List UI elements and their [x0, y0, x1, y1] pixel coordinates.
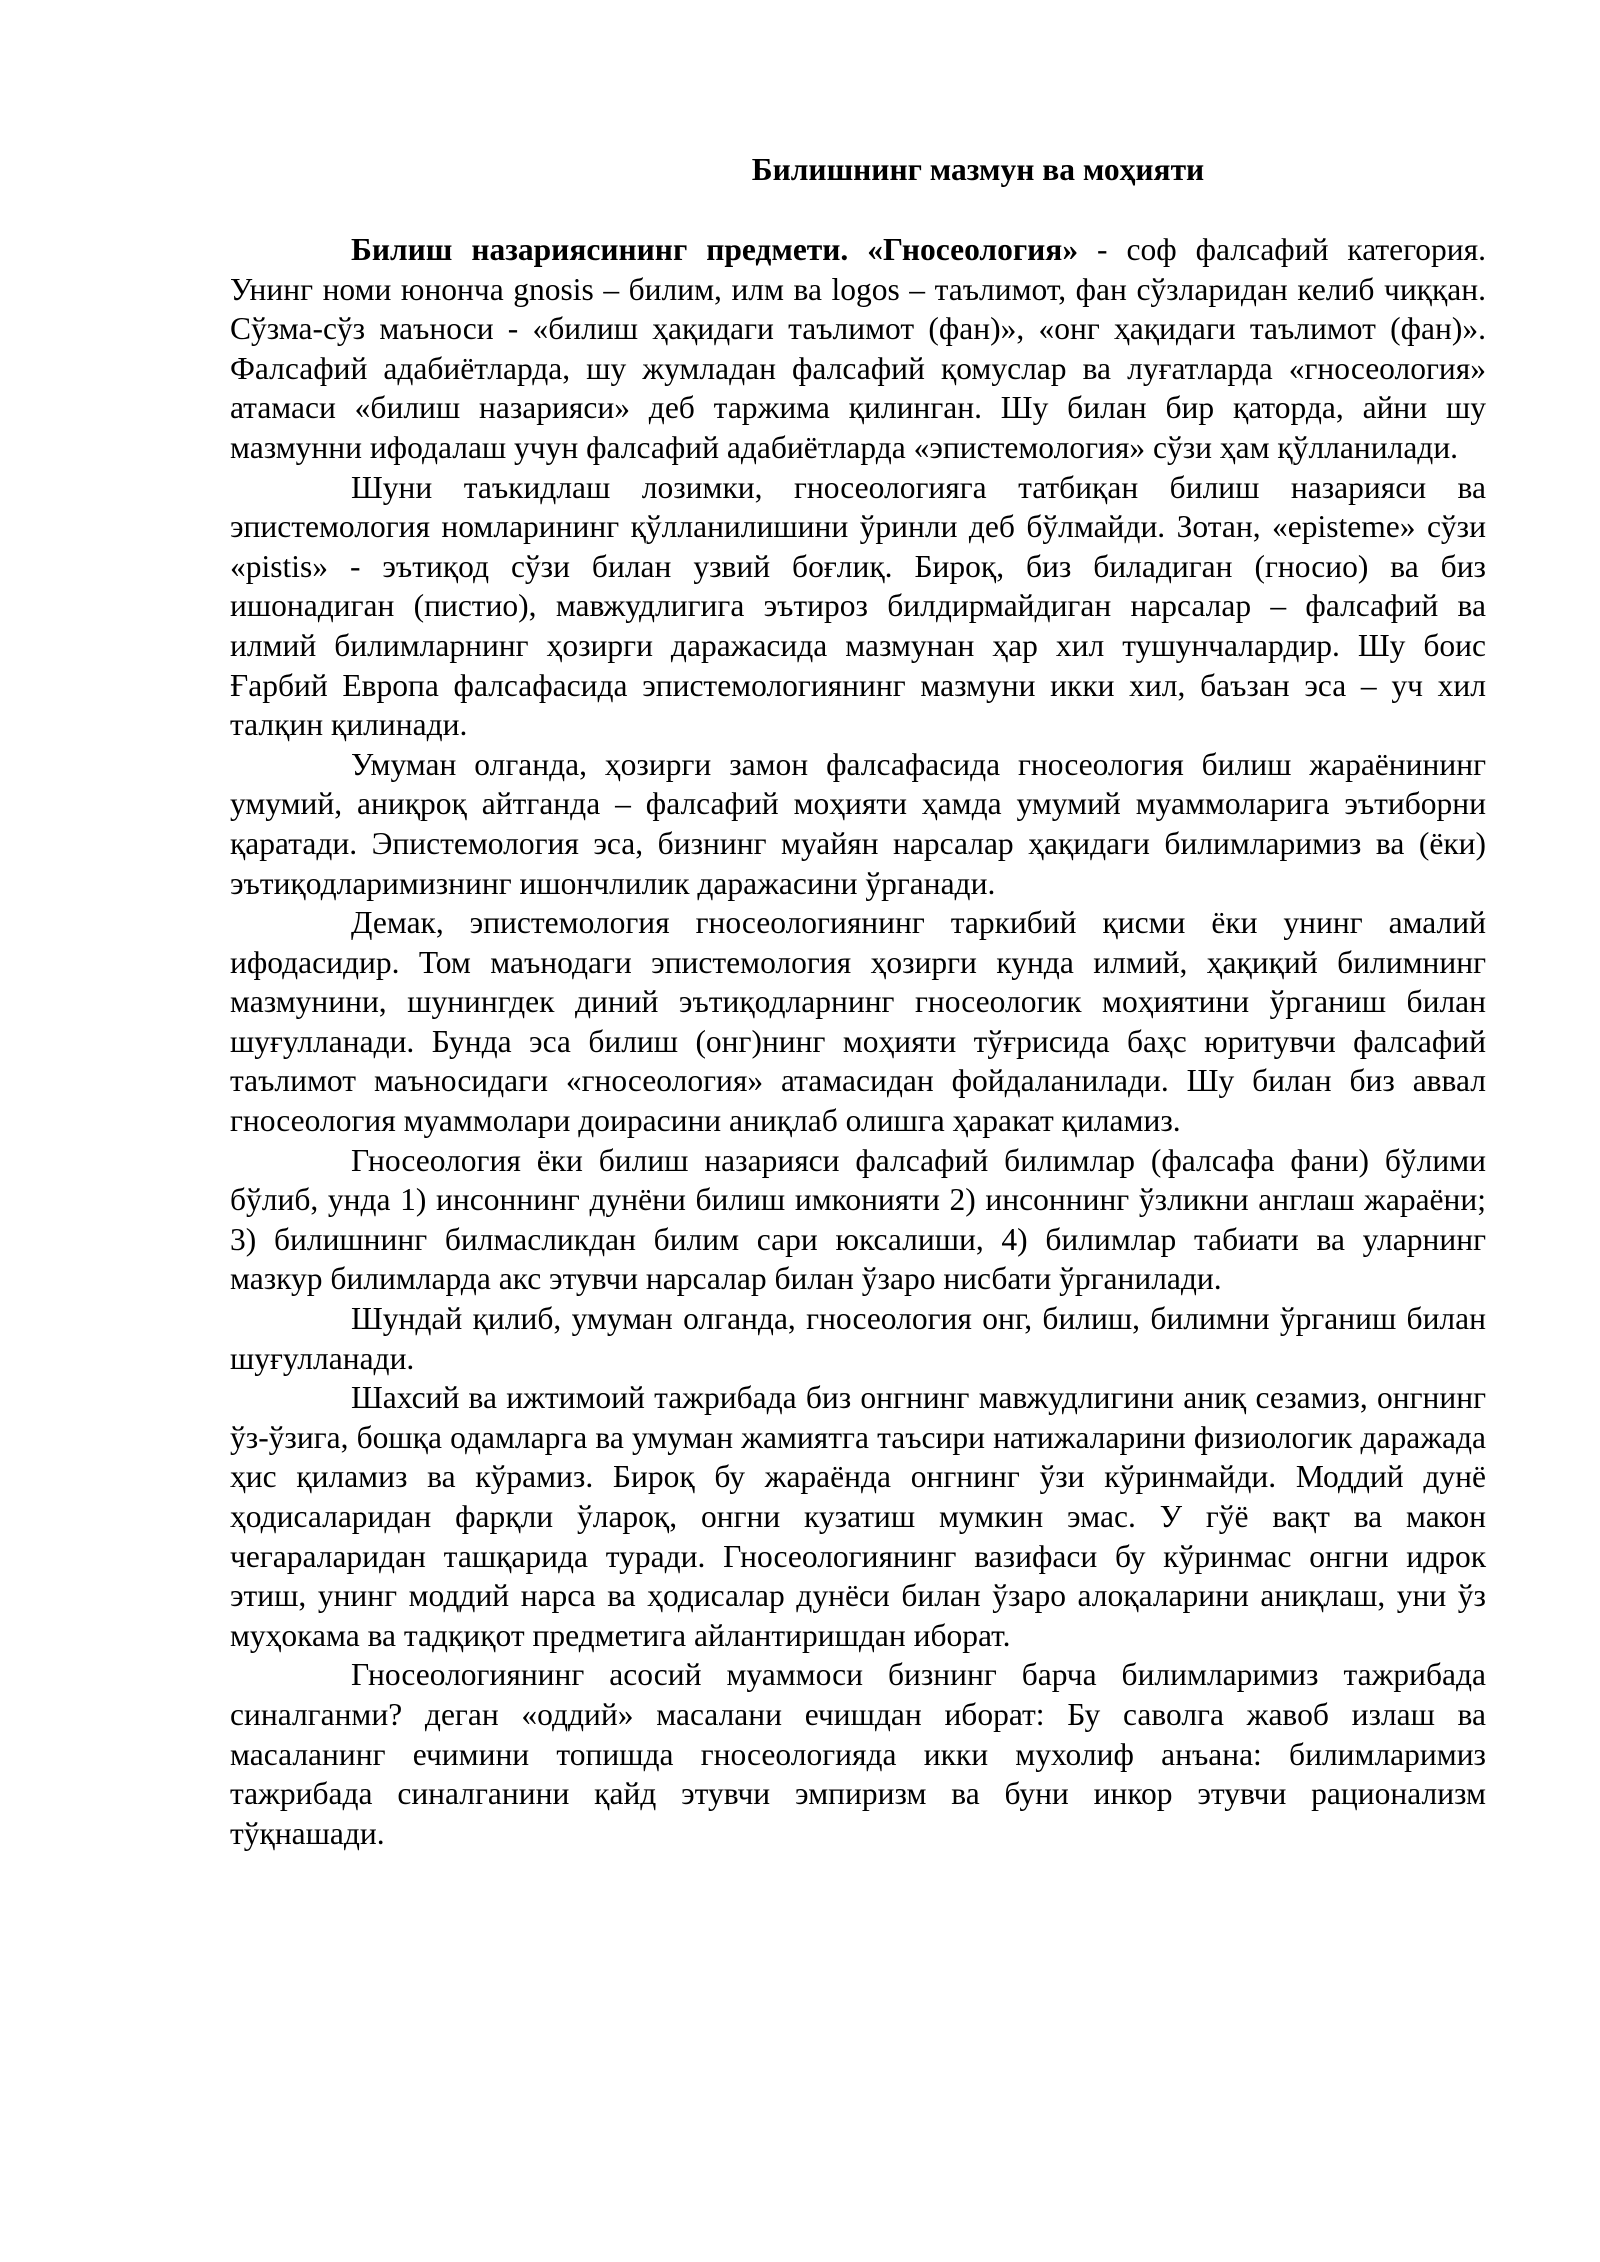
document-title: Билишнинг мазмун ва моҳияти [751, 152, 1205, 187]
paragraph-6: Шундай қилиб, умуман олганда, гносеология онг, билиш, билимни ўрганиш билан шуғулланади. [230, 1301, 1486, 1376]
paragraph-8: Гносеологиянинг асосий муаммоси бизнинг барча билимларимиз тажрибада синалганми? деган «оддий» масалани ечишдан иборат: Бу саволга жавоб излаш ва масаланинг ечимини топишда гносеологияда икки мухолиф анъана: билимларимиз тажрибада синалганини қайд этувчи эмпиризм ва буни инкор этувчи рационализм тўқнашади. [230, 1657, 1486, 1851]
paragraph-2: Шуни таъкидлаш лозимки, гносеологияга татбиқан билиш назарияси ва эпистемология номларининг қўлланилишини ўринли деб бўлмайди. Зотан, «episteme» сўзи «pistis» - эътиқод сўзи билан узвий боғлиқ. Бироқ, биз биладиган (гносио) ва биз ишонадиган (пистио), мавжудлигига эътироз билдирмайдиган нарсалар – фалсафий ва илмий билимларнинг ҳозирги даражасида мазмунан ҳар хил тушунчалардир. Шу боис Ғарбий Европа фалсафасида эпистемологиянинг мазмуни икки хил, баъзан эса – уч хил талқин қилинади. [230, 469, 1486, 743]
paragraph-1 [230, 230, 1486, 468]
paragraph-1-text: - соф фалсафий категория. Унинг номи юнонча gnosis – билим, илм ва logos – таълимот, фан сўзларидан келиб чиққан. Сўзма-сўз маъноси - «билиш ҳақидаги таълимот (фан)», «онг ҳақидаги таълимот (фан)». Фалсафий адабиётларда, шу жумладан фалсафий қомуслар ва луғатларда «гносеология» атамаси «билиш назарияси» деб таржима қилинган. Шу билан бир қаторда, айни шу мазмунни ифодалаш учун фалсафий адабиётларда «эпистемология» сўзи ҳам қўлланилади. [230, 232, 1486, 465]
paragraph-4: Демак, эпистемология гносеологиянинг таркибий қисми ёки унинг амалий ифодасидир. Том маънодаги эпистемология ҳозирги кунда илмий, ҳақиқий билимнинг мазмунини, шунингдек диний эътиқодларнинг гносеологик моҳиятини ўрганиш билан шуғулланади. Бунда эса билиш (онг)нинг моҳияти тўғрисида баҳс юритувчи фалсафий таълимот маъносидаги «гносеология» атамасидан фойдаланилади. Шу билан биз аввал гносеология муаммолари доирасини аниқлаб олишга ҳаракат қиламиз. [230, 905, 1486, 1139]
paragraph-5: Гносеология ёки билиш назарияси фалсафий билимлар (фалсафа фани) бўлими бўлиб, унда 1) инсоннинг дунёни билиш имконияти 2) инсоннинг ўзликни англаш жараёни; 3) билишнинг билмасликдан билим сари юксалиши, 4) билимлар табиати ва уларнинг мазкур билимларда акс этувчи нарсалар билан ўзаро нисбати ўрганилади. [230, 1142, 1486, 1297]
paragraph-3: Умуман олганда, ҳозирги замон фалсафасида гносеология билиш жараёнининг умумий, аниқроқ айтганда – фалсафий моҳияти ҳамда умумий муаммоларига эътиборни қаратади. Эпистемология эса, бизнинг муайян нарсалар ҳақидаги билимларимиз ва (ёки) эътиқодларимизнинг ишончлилик даражасини ўрганади. [230, 746, 1486, 901]
lead-term: Билиш назариясининг предмети. «Гносеология» [351, 232, 1079, 267]
document-page [230, 150, 1486, 1853]
paragraph-7: Шахсий ва ижтимоий тажрибада биз онгнинг мавжудлигини аниқ сезамиз, онгнинг ўз-ўзига, бошқа одамларга ва умуман жамиятга таъсири натижаларини физиологик даражада ҳис қиламиз ва кўрамиз. Бироқ бу жараёнда онгнинг ўзи кўринмайди. Моддий дунё ҳодисаларидан фарқли ўлароқ, онгни кузатиш мумкин эмас. У гўё вақт ва макон чегараларидан ташқарида туради. Гносеологиянинг вазифаси бу кўринмас онгни идрок этиш, унинг моддий нарса ва ҳодисалар дунёси билан ўзаро алоқаларини аниқлаш, уни ўз муҳокама ва тадқиқот предметига айлантиришдан иборат. [230, 1380, 1486, 1653]
